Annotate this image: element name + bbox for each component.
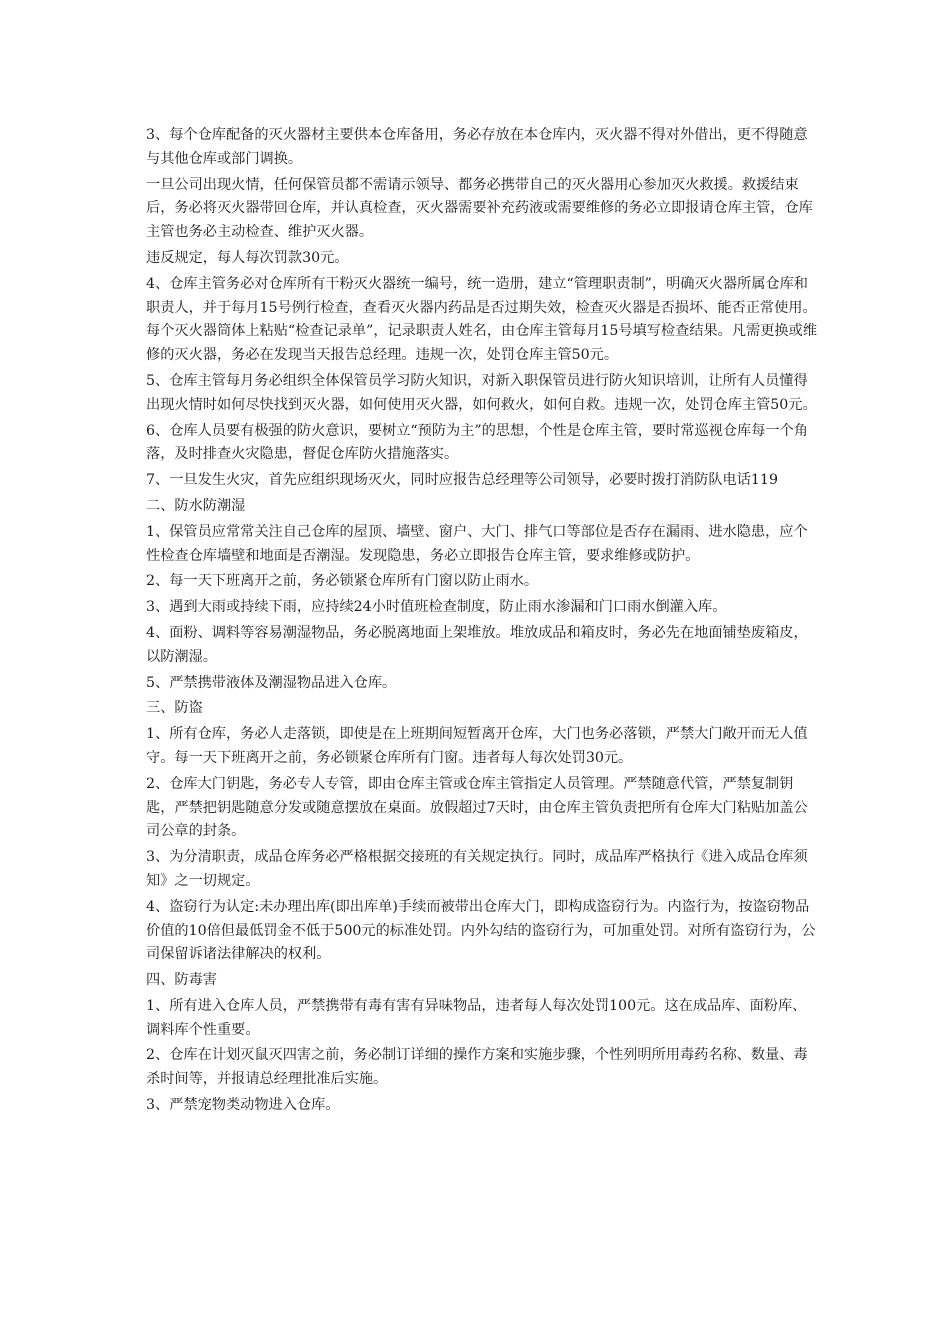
paragraph-lock-windows: 2、每一天下班离开之前，务必锁紧仓库所有门窗以防止雨水。 xyxy=(146,573,539,590)
paragraph-shift-handover: 3、为分清职责，成品仓库务必严格根据交接班的有关规定执行。同时，成品库严格执行《进入成品仓库须知》之一切规定。 xyxy=(146,849,808,889)
section-heading-theft: 三、防盗 xyxy=(146,700,203,717)
section-heading-waterproof: 二、防水防潮湿 xyxy=(146,497,246,514)
paragraph-moisture-storage: 4、面粉、调料等容易潮湿物品，务必脱离地面上架堆放。堆放成品和箱皮时，务必先在地面铺垫废箱皮，以防潮湿。 xyxy=(146,624,808,665)
paragraph-theft-definition: 4、盗窃行为认定:未办理出库(即出库单)手续而被带出仓库大门，即构成盗窃行为。内盗行为，按盗窃物品价值的10倍但最低罚金不低于500元的标准处罚。内外勾结的盗窃行为，可加重处罚。对所有盗窃行为，公司保留诉诸法律解决的权利。 xyxy=(146,898,816,963)
paragraph-lock-on-leave: 1、所有仓库，务必人走落锁，即使是在上班期间短暂离开仓库，大门也务必落锁，严禁大门敞开而无人值守。每一天下班离开之前，务必锁紧仓库所有门窗。违者每人每次处罚30元。 xyxy=(146,726,808,766)
paragraph-pest-control-plan: 2、仓库在计划灭鼠灭四害之前，务必制订详细的操作方案和实施步骤，个性列明所用毒药名称、数量、毒杀时间等，并报请总经理批准后实施。 xyxy=(146,1047,808,1088)
section-heading-poison: 四、防毒害 xyxy=(146,972,217,989)
paragraph-no-toxic-items: 1、所有进入仓库人员，严禁携带有毒有害有异味物品，违者每人每次处罚100元。这在成品库、面粉库、调料库个性重要。 xyxy=(146,997,807,1038)
paragraph-penalty-30: 违反规定，每人每次罚款30元。 xyxy=(146,249,349,266)
paragraph-key-management: 2、仓库大门钥匙，务必专人专管，即由仓库主管或仓库主管指定人员管理。严禁随意代管，严禁复制钥匙，严禁把钥匙随意分发或随意摆放在桌面。放假超过7天时，由仓库主管负责把所有仓库大门粘贴加盖公司公章的封条。 xyxy=(146,775,808,840)
paragraph-leak-check: 1、保管员应常常关注自己仓库的屋顶、墙壁、窗户、大门、排气口等部位是否存在漏雨、进水隐患，应个性检查仓库墙壁和地面是否潮湿。发现隐患，务必立即报告仓库主管，要求维修或防护。 xyxy=(146,523,808,564)
paragraph-fire-emergency: 7、一旦发生火灾，首先应组织现场灭火，同时应报告总经理等公司领导，必要时拨打消防队电话119 xyxy=(146,472,778,489)
paragraph-no-pets: 3、严禁宠物类动物进入仓库。 xyxy=(146,1097,340,1114)
paragraph-extinguisher-storage: 3、每个仓库配备的灭火器材主要供本仓库备用，务必存放在本仓库内，灭火器不得对外借出，更不得随意与其他仓库或部门调换。 xyxy=(146,127,808,167)
paragraph-fire-rescue: 一旦公司出现火情，任何保管员都不需请示领导、都务必携带自己的灭火器用心参加灭火救援。救援结束后，务必将灭火器带回仓库，并认真检查，灭火器需要补充药液或需要维修的务必立即报请仓库主管，仓库主管也务必主动检查、维护灭火器。 xyxy=(146,176,813,241)
paragraph-no-liquids: 5、严禁携带液体及潮湿物品进入仓库。 xyxy=(146,674,397,691)
paragraph-fire-awareness: 6、仓库人员要有极强的防火意识，要树立“预防为主”的思想，个性是仓库主管，要时常巡视仓库每一个角落，及时排查火灾隐患，督促仓库防火措施落实。 xyxy=(146,422,808,463)
document-body xyxy=(146,124,818,1120)
paragraph-extinguisher-inspection: 4、仓库主管务必对仓库所有干粉灭火器统一编号，统一造册，建立“管理职责制”，明确灭火器所属仓库和职责人，并于每月15号例行检查，查看灭火器内药品是否过期失效，检查灭火器是否损坏、能否正常使用。每个灭火器筒体上粘贴“检查记录单”，记录职责人姓名，由仓库主管每月15号填写检查结果。凡需更换或维修的灭火器，务必在发现当天报告总经理。违规一次，处罚仓库主管50元。 xyxy=(146,275,818,364)
paragraph-fire-training: 5、仓库主管每月务必组织全体保管员学习防火知识，对新入职保管员进行防火知识培训，让所有人员懂得出现火情时如何尽快找到灭火器，如何使用灭火器，如何救火，如何自救。违规一次，处罚仓库主管50元。 xyxy=(146,372,817,413)
paragraph-rain-duty: 3、遇到大雨或持续下雨，应持续24小时值班检查制度，防止雨水渗漏和门口雨水倒灌入库。 xyxy=(146,599,727,616)
